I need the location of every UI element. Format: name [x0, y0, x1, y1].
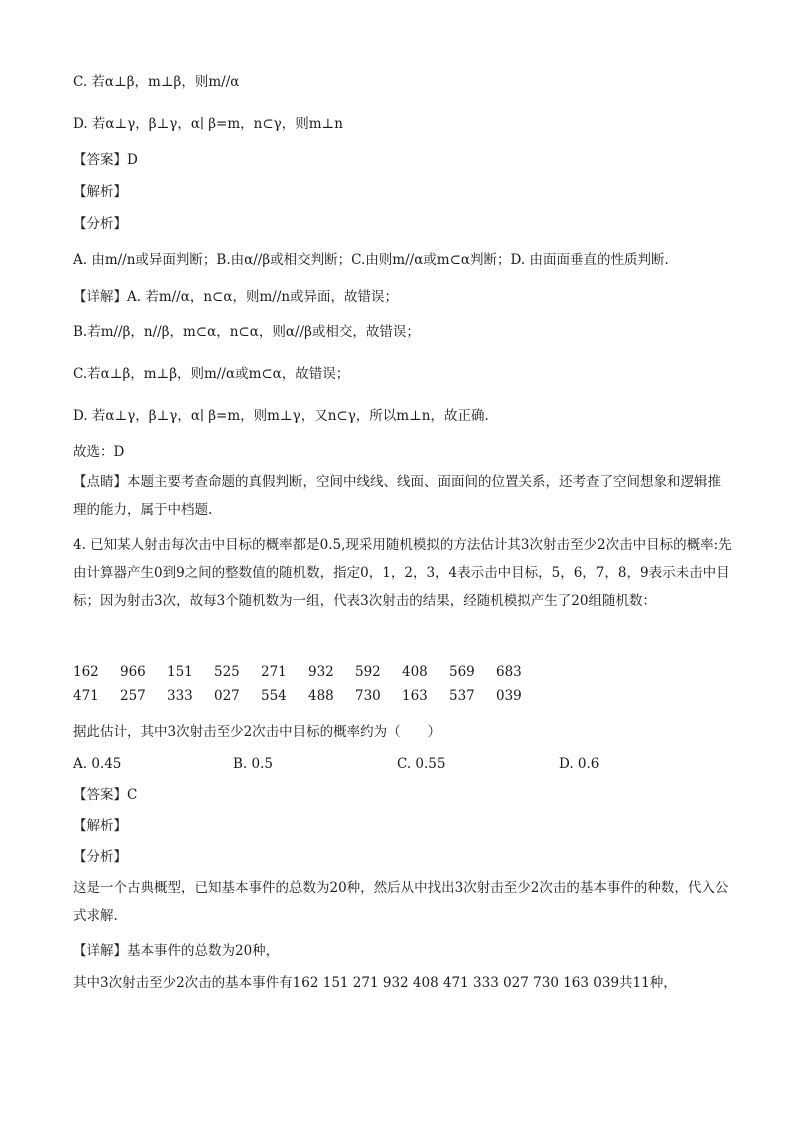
detail-2a: 【详解】基本事件的总数为20种， [73, 943, 280, 959]
detail-c: C.若α⊥β，m⊥β，则m//α或m⊂α，故错误； [73, 366, 350, 382]
comment-1: 【点睛】本题主要考查命题的真假判断，空间中线线、线面、面面间的位置关系，还考查了空间想象和逻辑推理的能力，属于中档题. [73, 474, 721, 518]
selection-1: 故选：D [73, 444, 125, 460]
random-number: 027 [214, 688, 240, 704]
random-number: 333 [167, 688, 193, 704]
choice-c: C. 0.55 [397, 756, 446, 772]
random-numbers-row-2 [73, 686, 543, 706]
random-number: 151 [167, 664, 193, 680]
random-number: 039 [496, 688, 522, 704]
fenxi-text-2: 这是一个古典概型，已知基本事件的总数为20种，然后从中找出3次射击至少2次击的基本事件的种数，代入公式求解. [73, 880, 729, 924]
fenxi-label-1: 【分析】 [73, 216, 127, 232]
random-number: 525 [214, 664, 240, 680]
random-number: 471 [73, 688, 99, 704]
question-4: 4. 已知某人射击每次击中目标的概率都是0.5,现采用随机模拟的方法估计其3次射击至少2次击中目标的概率:先由计算器产生0到9之间的整数值的随机数，指定0，1，2，3，4表示击中目标，5，6，7，8，9表示未击中目标；因为射击3次，故每3个随机数为一组，代表3次射击的结果，经随机模拟产生了20组随机数： [73, 537, 732, 609]
answer-label-1: 【答案】D [73, 152, 138, 168]
random-number: 554 [261, 688, 287, 704]
jiexi-label-1: 【解析】 [73, 184, 127, 200]
random-number: 271 [261, 664, 287, 680]
option-c: C. 若α⊥β，m⊥β，则m//α [73, 74, 240, 90]
fenxi-text-1: A. 由m//n或异面判断；B.由α//β或相交判断；C.由则m//α或m⊂α判断；D. 由面面垂直的性质判断. [73, 252, 669, 268]
estimate-question: 据此估计，其中3次射击至少2次击中目标的概率约为（ ） [73, 724, 442, 740]
random-number: 932 [308, 664, 334, 680]
choice-a: A. 0.45 [73, 756, 122, 772]
answer-label-2: 【答案】C [73, 787, 138, 803]
detail-2b: 其中3次射击至少2次击的基本事件有162 151 271 932 408 471 333 027 730 163 039共11种， [73, 975, 677, 991]
detail-b: B.若m//β，n//β，m⊂α，n⊂α，则α//β或相交，故错误； [73, 324, 420, 340]
choice-d: D. 0.6 [559, 756, 600, 772]
random-number: 162 [73, 664, 99, 680]
fenxi-label-2: 【分析】 [73, 849, 127, 865]
random-number: 163 [402, 688, 428, 704]
random-number: 257 [120, 688, 146, 704]
random-number: 683 [496, 664, 522, 680]
random-number: 569 [449, 664, 475, 680]
random-number: 537 [449, 688, 475, 704]
jiexi-label-2: 【解析】 [73, 818, 127, 834]
choice-b: B. 0.5 [233, 756, 273, 772]
random-number: 592 [355, 664, 381, 680]
random-number: 408 [402, 664, 428, 680]
random-number: 488 [308, 688, 334, 704]
random-number: 966 [120, 664, 146, 680]
detail-a: 【详解】A. 若m//α，n⊂α，则m//n或异面，故错误； [73, 289, 399, 305]
random-numbers-row-1 [73, 662, 543, 682]
option-d: D. 若α⊥γ，β⊥γ，α∣ β=m，n⊂γ，则m⊥n [73, 116, 343, 132]
detail-d: D. 若α⊥γ，β⊥γ，α∣ β=m，则m⊥γ，又n⊂γ，所以m⊥n，故正确. [73, 408, 489, 424]
random-number: 730 [355, 688, 381, 704]
